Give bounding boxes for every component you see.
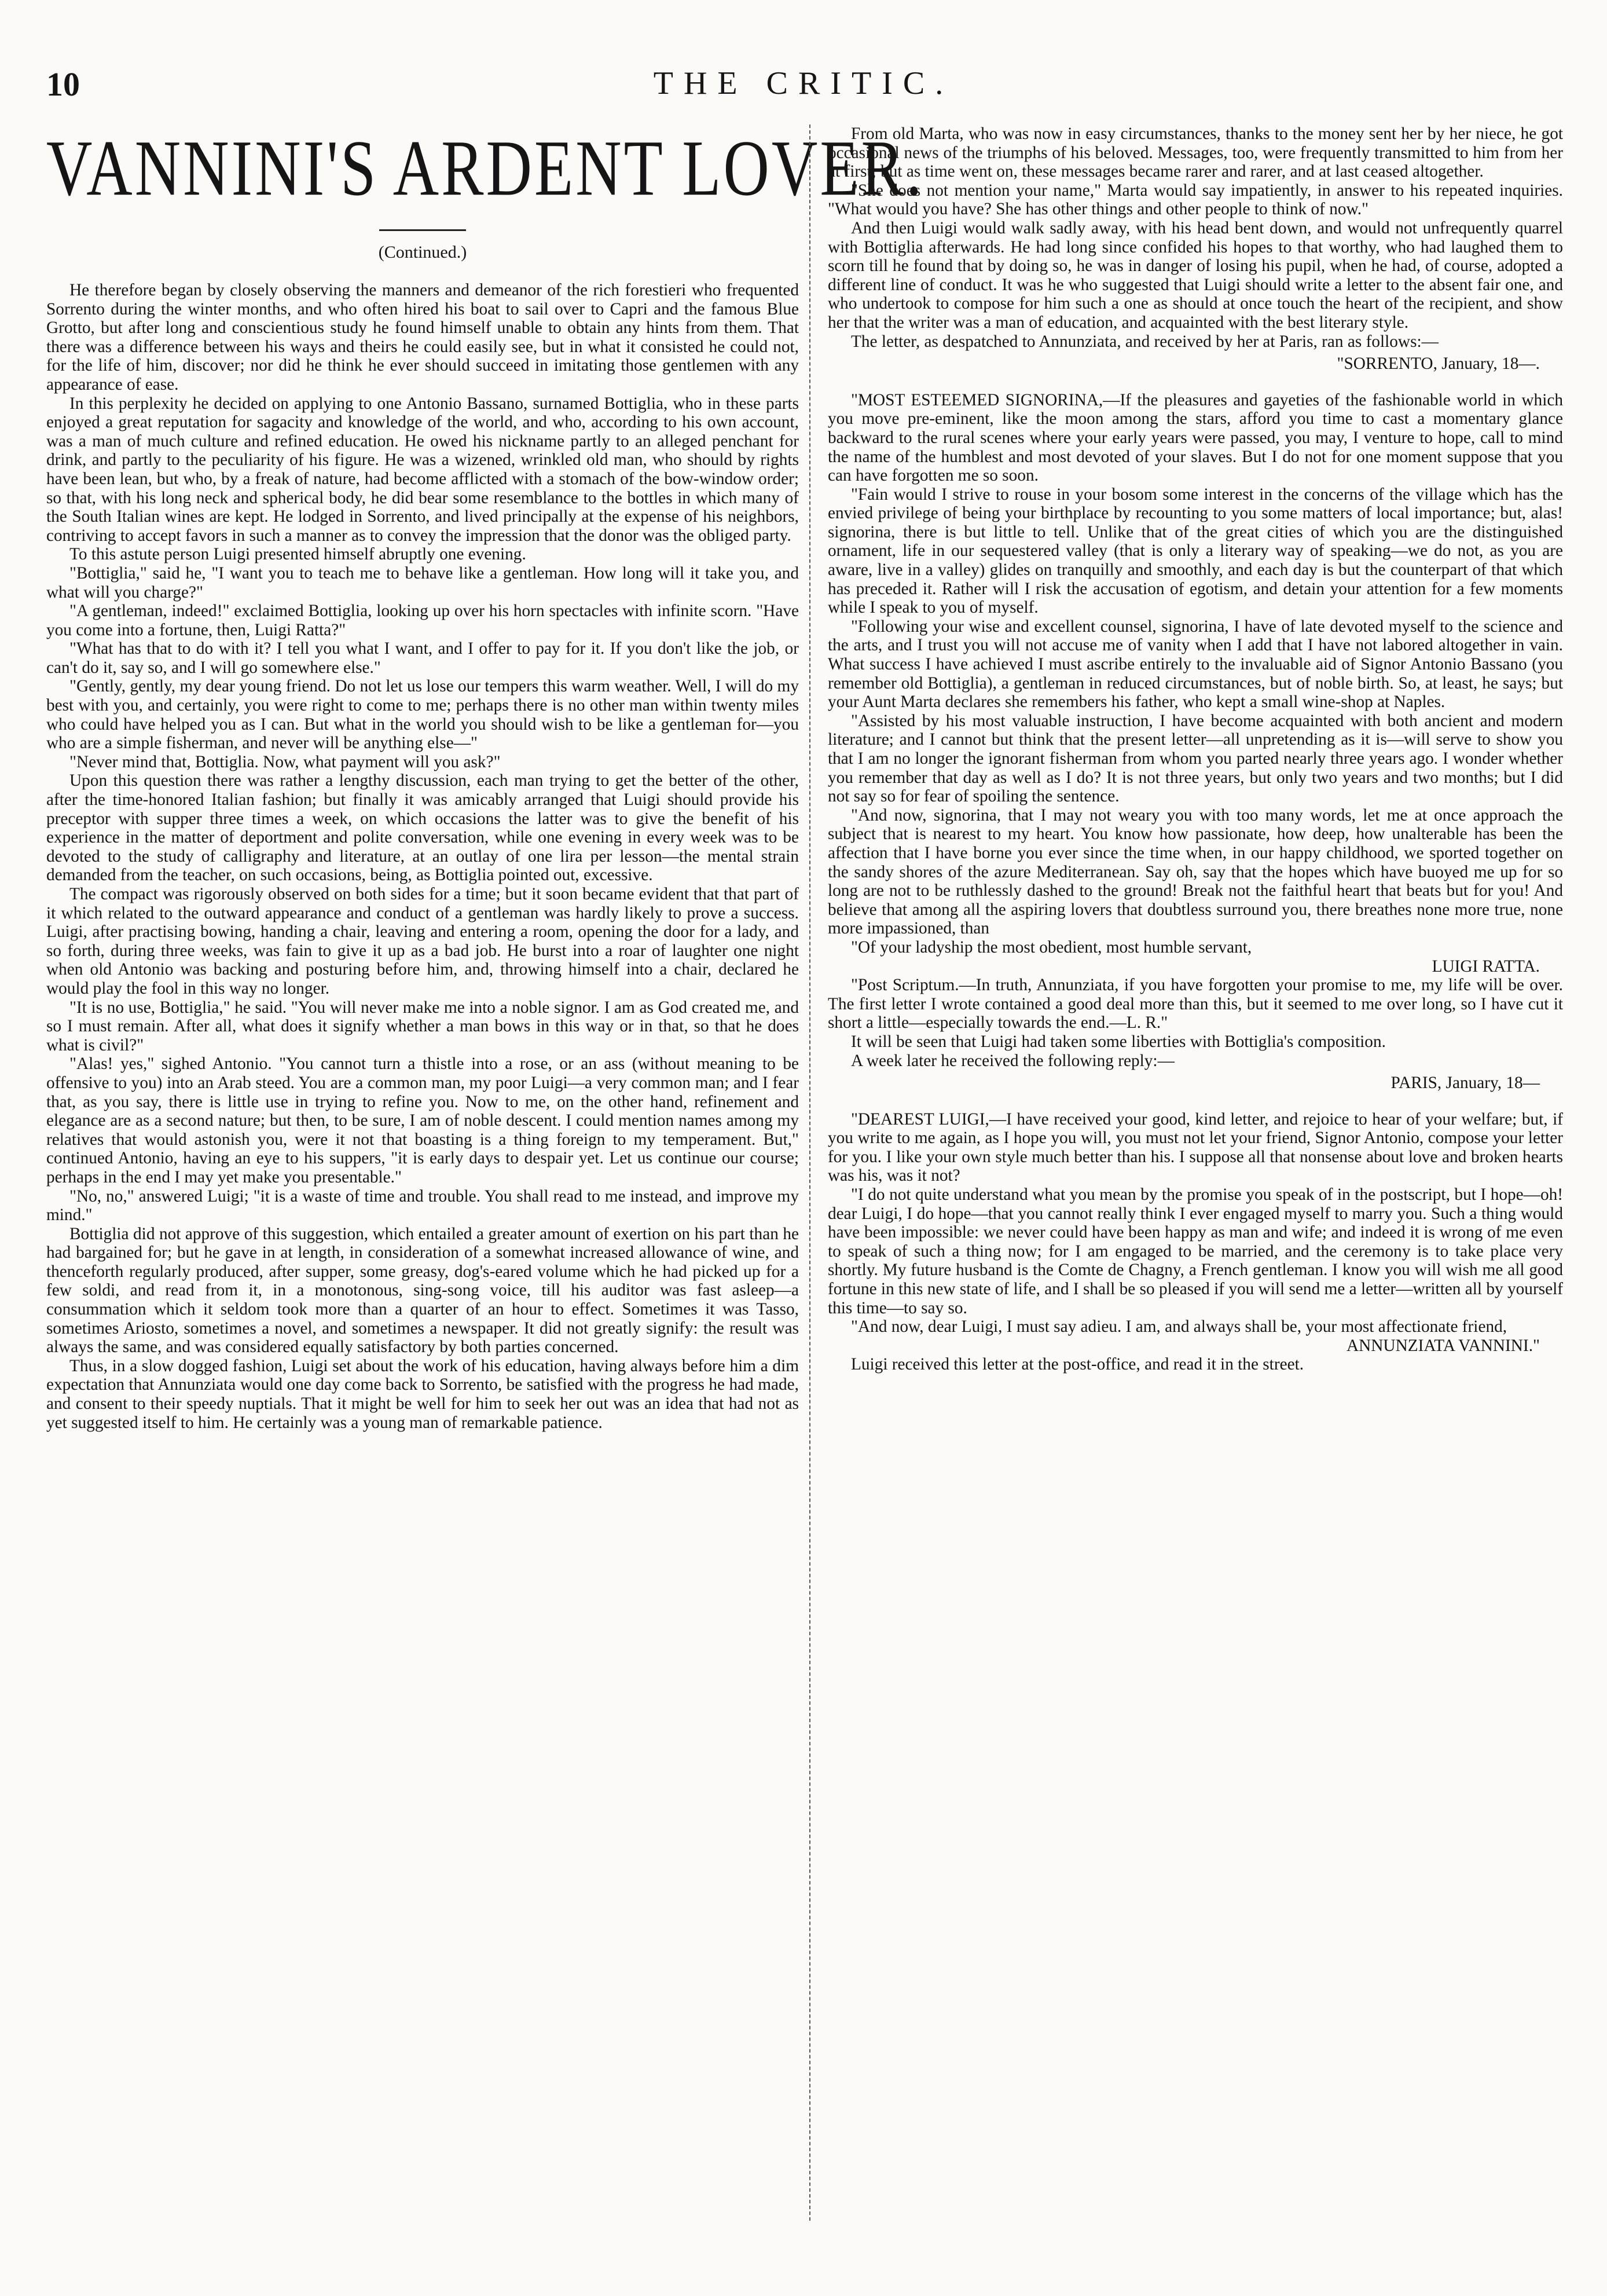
- paragraph: Bottiglia did not approve of this suggestion, which entailed a greater amount of exertion on his part than he had bargained for; but he gave in at length, in consideration of a somewhat increased allowance of wine, and thenceforth regularly produced, after supper, some greasy, dog's-eared volume which he had picked up for a few soldi, and read from it, in a monotonous, sing-song voice, till his auditor was fast asleep—a consummation which it seldom took more than a quarter of an hour to effect. Sometimes it was Tasso, sometimes Ariosto, sometimes a novel, and sometimes a newspaper. It did not greatly signify: the result was always the same, and was considered equally satisfactory by both parties concerned.: [46, 1224, 799, 1357]
- paragraph: And then Luigi would walk sadly away, with his head bent down, and would not unfrequently quarrel with Bottiglia afterwards. He had long since confided his hopes to that worthy, who had laughed them to scorn till he found that by doing so, he was in danger of losing his pupil, when he had, of course, adopted a different line of conduct. It was he who suggested that Luigi should write a letter to the absent fair one, and who undertook to compose for him such a one as should at once touch the heart of the recipient, and show her that the writer was a man of education, and acquainted with the best literary style.: [828, 218, 1563, 332]
- paragraph: A week later he received the following reply:—: [851, 1051, 1175, 1070]
- paragraph: Thus, in a slow dogged fashion, Luigi set about the work of his education, having always before him a dim expectation that Annunziata would one day come back to Sorrento, be satisfied with the progress he had made, and consent to their speedy nuptials. That it might be well for him to seek her out was an idea that had not as yet suggested itself to him. He certainly was a young man of remarkable patience.: [46, 1356, 799, 1432]
- paragraph: Upon this question there was rather a lengthy discussion, each man trying to get the better of the other, after the time-honored Italian fashion; but finally it was amicably arranged that Luigi should provide his preceptor with supper three times a week, on which occasions the latter was to give the benefit of his experience in the matter of deportment and polite conversation, while one evening in every week was to be devoted to the study of calligraphy and literature, at an outlay of one lira per lesson—the mental strain demanded from the teacher, on such occasions, being, as Bottiglia pointed out, excessive.: [46, 771, 799, 885]
- right-column-text: [828, 124, 1563, 1374]
- paragraph: He therefore began by closely observing the manners and demeanor of the rich forestieri who frequented Sorrento during the winter months, and who often hired his boat to sail over to Capri and the famous Blue Grotto, but after long and conscientious study he found himself unable to obtain any hints from them. That there was a difference between his ways and theirs he could easily see, but in what it consisted he could not, for the life of him, discover; nor did he think he ever should succeed in imitating those gentlemen with any appearance of ease.: [46, 281, 799, 394]
- letter-paragraph: "MOST ESTEEMED SIGNORINA,—If the pleasures and gayeties of the fashionable world in which you move pre-eminent, like the moon among the stars, afford you time to cast a momentary glance backward to the rural scenes where your early years were passed, you may, I venture to hope, call to mind the name of the humblest and most devoted of your slaves. But I do not for one moment suppose that you can have forgotten me so soon.: [828, 390, 1563, 485]
- paragraph: "No, no," answered Luigi; "it is a waste of time and trouble. You shall read to me instead, and improve my mind.": [46, 1187, 799, 1225]
- page-number: 10: [46, 65, 80, 103]
- running-head: [46, 65, 1561, 111]
- left-column-text: [46, 281, 799, 1432]
- reply-paragraph: "I do not quite understand what you mean by the promise you speak of in the postscript, but I hope—oh! dear Luigi, I do hope—that you cannot really think I ever engaged myself to marry you. Such a thing would have been impossible: we never could have been happy as man and wife; and indeed it is wrong of me even to speak of such a thing now; for I am engaged to be married, and the ceremony is to take place very shortly. My future husband is the Comte de Chagny, a French gentleman. I know you will wish me all good fortune in this new state of life, and I shall be so pleased if you will send me a letter—written all by yourself this time—to say so.: [828, 1185, 1564, 1317]
- paragraph: From old Marta, who was now in easy circumstances, thanks to the money sent her by her niece, he got occasional news of the triumphs of his beloved. Messages, too, were frequently transmitted to him from her at first; but as time went on, these messages became rarer and rarer, and at last ceased altogether.: [828, 124, 1563, 181]
- letter-paragraph: "Fain would I strive to rouse in your bosom some interest in the concerns of the village which has the envied privilege of being your birthplace by recounting to you some matters of local importance; but, alas! signorina, there is but little to tell. Unlike that of the great cities of which you are the distinguished ornament, life in our sequestered valley (that is only a literary way of speaking—we do not, as you are aware, live in a valley) glides on tranquilly and smoothly, and each day is but the counterpart of that which has preceded it. Rather will I risk the accusation of egotism, and detain your attention for a few moments while I speak to you of myself.: [828, 485, 1563, 617]
- right-column: [828, 124, 1563, 1374]
- column-divider: [809, 124, 810, 2221]
- journal-title: THE CRITIC.: [653, 65, 954, 101]
- paragraph: To this astute person Luigi presented himself abruptly one evening.: [69, 545, 526, 564]
- article-title: VANNINI'S ARDENT LOVER.: [46, 123, 924, 213]
- paragraph: "Alas! yes," sighed Antonio. "You cannot turn a thistle into a rose, or an ass (without meaning to be offensive to you) into an Arab steed. You are a common man, my poor Luigi—a very common man; and I fear that, as you say, there is little use in trying to refine you. Now to me, on the other hand, refinement and elegance are as a second nature; but then, to be sure, I am of noble descent. I could mention names among my relatives that would astonish you, were it not that boasting is a thing foreign to my temperament. But," continued Antonio, having an eye to his suppers, "it is early days to despair yet. Let us continue our course; perhaps in the end I may yet make you presentable.": [46, 1054, 799, 1187]
- reply-paragraph: "DEAREST LUIGI,—I have received your good, kind letter, and rejoice to hear of your welfare; but, if you write to me again, as I hope you will, you must not let your friend, Signor Antonio, compose your letter for you. I like your own style much better than his. I suppose all that nonsense about love and broken hearts was his, was it not?: [828, 1109, 1563, 1185]
- left-column: [46, 123, 924, 1432]
- letter-dateline: "SORRENTO, January, 18—.: [1337, 354, 1540, 373]
- closing-paragraph: Luigi received this letter at the post-office, and read it in the street.: [851, 1355, 1304, 1374]
- title-rule: [379, 229, 466, 231]
- letter-paragraph: "And now, signorina, that I may not weary you with too many words, let me at once approach the subject that is nearest to my heart. You know how passionate, how deep, how unalterable has been the affection that I have borne you ever since the time when, in our happy childhood, we sported together on the sandy shores of the azure Mediterranean. Say oh, say that the hopes which have buoyed me up for so long are not to be ruthlessly dashed to the ground! Break not the faithful heart that beats but for you! And believe that among all the aspiring lovers that doubtless surround you, there breathes none more true, none more impassioned, than: [828, 805, 1563, 938]
- paragraph: It will be seen that Luigi had taken some liberties with Bottiglia's composition.: [851, 1032, 1386, 1051]
- postscript: "Post Scriptum.—In truth, Annunziata, if you have forgotten your promise to me, my life will be over. The first letter I wrote contained a good deal more than this, but it seemed to me over long, so I have cut it short a little—especially towards the end.—L. R.": [828, 976, 1563, 1032]
- paragraph: "What has that to do with it? I tell you what I want, and I offer to pay for it. If you don't like the job, or can't do it, say so, and I will go somewhere else.": [46, 639, 799, 677]
- reply-signature: ANNUNZIATA VANNINI.": [1346, 1336, 1540, 1355]
- paragraph: "Never mind that, Bottiglia. Now, what payment will you ask?": [69, 752, 501, 771]
- paragraph: In this perplexity he decided on applying to one Antonio Bassano, surnamed Bottiglia, who in these parts enjoyed a great reputation for sagacity and knowledge of the world, and who, according to his own account, was a man of much culture and refined education. He owed his nickname partly to an alleged penchant for drink, and partly to the peculiarity of his figure. He was a wizened, wrinkled old man, who should by rights have been lean, but who, by a freak of nature, had become afflicted with a stomach of the bow-window order; so that, with his long neck and spherical body, he did bear some resemblance to the bottles in which many of the South Italian wines are kept. He lodged in Sorrento, and lived principally at the expense of his neighbors, contriving to accept favors in such a manner as to convey the impression that the donor was the obliged party.: [46, 394, 799, 545]
- article-subtitle: (Continued.): [378, 243, 467, 262]
- reply-paragraph: "And now, dear Luigi, I must say adieu. I am, and always shall be, your most affectionate friend,: [851, 1317, 1507, 1336]
- paragraph: "It is no use, Bottiglia," he said. "You will never make me into a noble signor. I am as God created me, and so I must remain. After all, what does it signify whether a man bows in this way or in that, so that he does what is civil?": [46, 998, 799, 1054]
- paragraph: "Bottiglia," said he, "I want you to teach me to behave like a gentleman. How long will it take you, and what will you charge?": [46, 563, 799, 602]
- letter-paragraph: "Assisted by his most valuable instruction, I have become acquainted with both ancient and modern literature; and I cannot but think that the present letter—all unpretending as it is—will serve to show you that I am no longer the ignorant fisherman from whom you parted nearly three years ago. I wonder whether you remember that day as well as I do? It is not three years, but only two years and two months; but I did not say so for fear of spoiling the sentence.: [828, 711, 1563, 806]
- letter-paragraph: "Of your ladyship the most obedient, most humble servant,: [851, 938, 1252, 957]
- paragraph: "A gentleman, indeed!" exclaimed Bottiglia, looking up over his horn spectacles with infinite scorn. "Have you come into a fortune, then, Luigi Ratta?": [46, 602, 799, 639]
- reply-dateline: PARIS, January, 18—: [1390, 1074, 1540, 1093]
- paragraph: "Gently, gently, my dear young friend. Do not let us lose our tempers this warm weather. Well, I will do my best with you, and certainly, you were right to come to me; perhaps there is no other man within twenty miles who could have helped you as I can. But what in the world you should wish to be like a gentleman for—you who are a simple fisherman, and never will be anything else—": [46, 677, 799, 753]
- paragraph: The compact was rigorously observed on both sides for a time; but it soon became evident that that part of it which related to the outward appearance and conduct of a gentleman was hardly likely to prove a success. Luigi, after practising bowing, handing a chair, leaving and entering a room, opening the door for a lady, and so forth, during three weeks, was fain to give it up as a bad job. He burst into a roar of laughter one night when old Antonio was backing and posturing before him, and, throwing himself into a chair, declared he would play the fool in this way no longer.: [46, 885, 799, 998]
- paragraph: The letter, as despatched to Annunziata, and received by her at Paris, ran as follows:—: [851, 332, 1439, 351]
- letter-signature: LUIGI RATTA.: [1432, 957, 1540, 976]
- paragraph: "She does not mention your name," Marta would say impatiently, in answer to his repeated inquiries. "What would you have? She has other things and other people to think of now.": [828, 181, 1563, 219]
- letter-paragraph: "Following your wise and excellent counsel, signorina, I have of late devoted myself to the science and the arts, and I trust you will not accuse me of vanity when I add that I have not labored altogether in vain. What success I have achieved I must ascribe entirely to the invaluable aid of Signor Antonio Bassano (you remember old Bottiglia), a gentleman in reduced circumstances, but of noble birth. So, at least, he says; but your Aunt Marta declares she remembers his father, who kept a small wine-shop at Naples.: [828, 617, 1563, 712]
